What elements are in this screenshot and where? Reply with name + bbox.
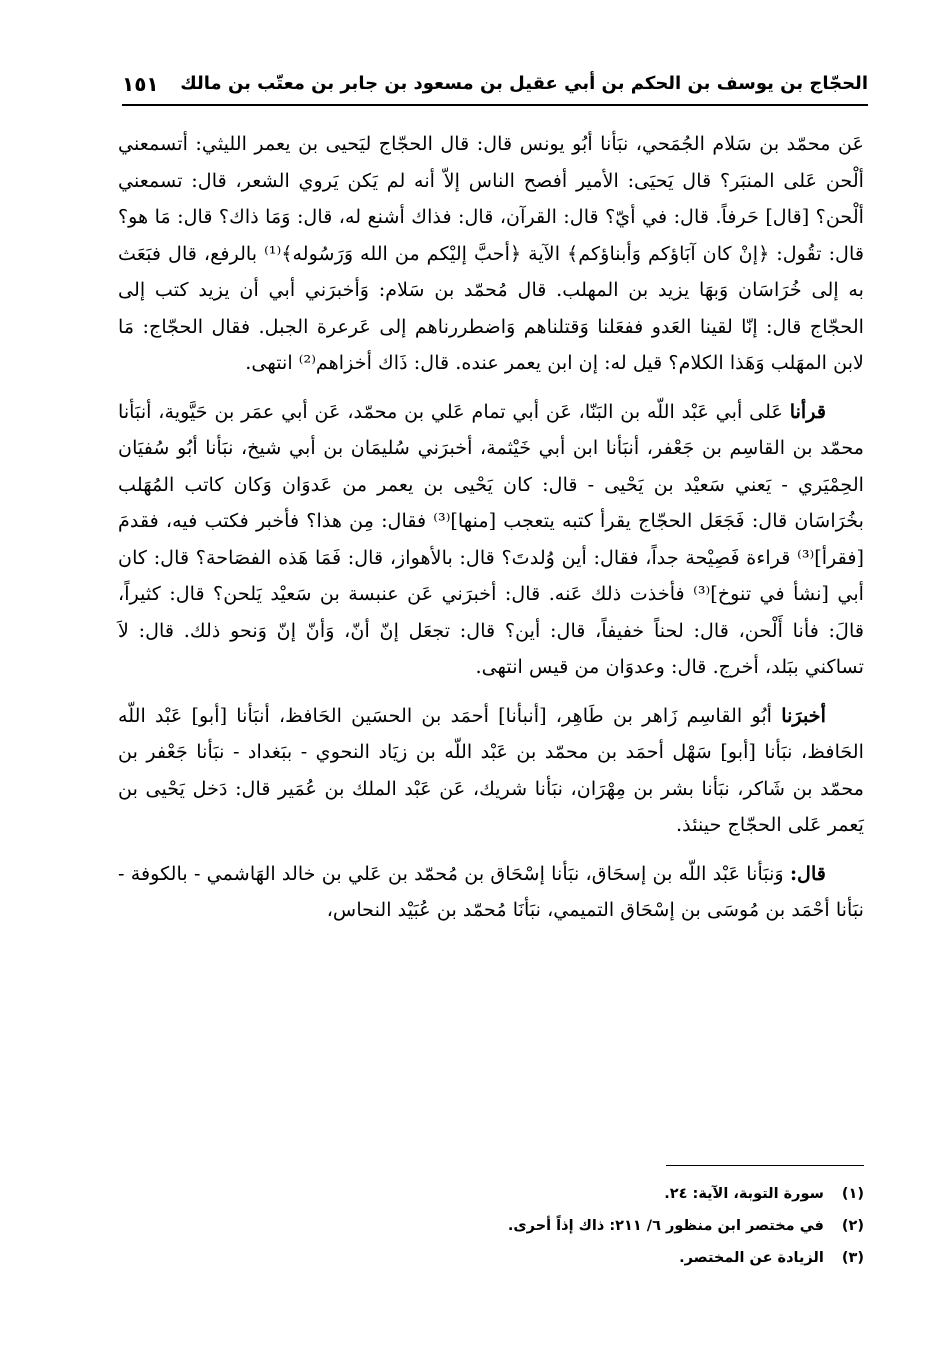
paragraph-2 <box>118 394 864 686</box>
footnote-1 <box>118 1178 864 1210</box>
paragraph-text: أبُو القاسِم زَاهر بن طَاهِر، [أنبأنا] أحمَد بن الحسَين الحَافظ، أنبَأنا [أبو] عَبْد اللّه الحَافظ، نبَأنا [أبو] سَهْل أحمَد بن محمّد بن عَبْد اللّه بن زيَاد النحوي - ببَغداد - نبَأنا جَعْفر بن محمّد بن شَاكر، نبَأنا بشر بن مِهْرَان، نبَأنا شريك، عَن عَبْد الملك بن عُمَير قال: دَخل يَحْيى بن يَعمر عَلى الحجّاج حينئذ. <box>118 703 864 836</box>
main-text <box>118 126 864 941</box>
footnote-number: (١) <box>841 1186 864 1202</box>
footnote-number: (٣) <box>841 1250 864 1266</box>
paragraph-1 <box>118 126 864 382</box>
paragraph-text: عَن محمّد بن سَلام الجُمَحي، نبَأنا أبُو يونس قال: قال الحجّاج ليَحيى بن يعمر الليثي: أتسمعني ألْحن عَلى المنبَر؟ قال يَحيَى: الأمير أفصح الناس إلاّ أنه لم يَكن يَروي الشعر، قال: تسمعني ألْحن؟ [قال] حَرفاً. قال: في أيّ؟ قال: القرآن، قال: فذاك أشنع له، قال: وَمَا ذاك؟ قال: مَا هو؟ قال: تقُول: ﴿إنْ كان آبَاؤكم وَأبناؤكم﴾ الآية ﴿أحبَّ إليْكم من الله وَرَسُوله﴾⁽¹⁾ بالرفع، قال فبَعَث به إلى خُرَاسَان وَبهَا يزيد بن المهلب. قال مُحمّد بن سَلام: وَأخبرَني أبي أن يزيد كتب إلى الحجّاج قال: إنّا لقينا العَدو ففعَلنا وَقتلناهم وَاضطررناهم إلى عَرعرة الجبل. فقال الحجّاج: مَا لابن المهَلب وَهَذا الكلام؟ قيل له: إن ابن يعمر عنده. قال: ذَاك أخزاهم⁽²⁾ انتهى. <box>118 132 864 374</box>
footnotes-divider <box>666 1165 864 1166</box>
paragraph-lead: قرأنا <box>789 399 826 423</box>
footnote-text: سورة التوبة، الآية: ٢٤. <box>664 1186 824 1202</box>
paragraph-text: عَلى أبي عَبْد اللّه بن البَنّا، عَن أبي تمام عَلي بن محمّد، عَن أبي عمَر بن حَيَّوية، أنبَأنا محمّد بن القاسِم بن جَعْفر، أنبَأنا ابن أبي خَيْثمة، أخبرَني سُليمَان بن أبي شيخ، نبَأنا أبُو سُفيَان الحِمْيَري - يَعني سَعيْد بن يَحْيى - قال: كان يَحْيى بن يعمر من عَدوَان وَكان كاتب المُهَلب بخُرَاسَان قال: فَجَعَل الحجّاج يقرأ كتبه يتعجب [منها]⁽³⁾ فقال: مِن هذا؟ فأخبر فكتب فيه، فقدمَ [فقرأ]⁽³⁾ قراءة فَصِيْحة جداً، فقال: أين وُلدتَ؟ قال: بالأهواز، قال: فَمَا هَذه الفصَاحة؟ قال: كان أبي [نشأ في تنوخ]⁽³⁾ فأخذت ذلك عَنه. قال: أخبرَني عَن عنبسة بن سَعيْد يَلحن؟ قال: كثيراً، قالَ: فأنا أَلْحن، قال: لحناً خفيفاً، قال: أين؟ قال: تجعَل إنّ أنّ، وَأنّ إنّ وَنحو ذلك. قال: لاَ تساكني ببَلد، أخرج. قال: وعدوَان من قيس انتهى. <box>118 399 864 678</box>
footnote-2 <box>118 1210 864 1242</box>
page-header <box>122 62 868 106</box>
paragraph-4 <box>118 856 864 929</box>
footnote-text: في مختصر ابن منظور ٦/ ٢١١: ذاك إذاً أحرى. <box>507 1218 824 1234</box>
footnote-number: (٢) <box>841 1218 864 1234</box>
paragraph-3 <box>118 698 864 844</box>
footnote-text: الزيادة عن المختصر. <box>679 1250 824 1266</box>
paragraph-text: وَنبَأنا عَبْد اللّه بن إسحَاق، نبَأنا إسْحَاق بن مُحمّد بن عَلي بن خالد الهَاشمي - بالكوفة - نبَأنا أحْمَد بن مُوسَى بن إسْحَاق التميمي، نبَأنَا مُحمّد بن عُبَيْد النحاس، <box>118 861 864 921</box>
footnotes <box>118 1178 864 1274</box>
footnote-3 <box>118 1242 864 1274</box>
paragraph-lead: أخبرَنا <box>781 703 826 727</box>
running-title: الحجّاج بن يوسف بن الحكم بن أبي عقيل بن مسعود بن جابر بن معتّب بن مالك <box>180 73 868 94</box>
page-number: ١٥١ <box>122 72 159 96</box>
paragraph-lead: قال: <box>789 861 826 885</box>
